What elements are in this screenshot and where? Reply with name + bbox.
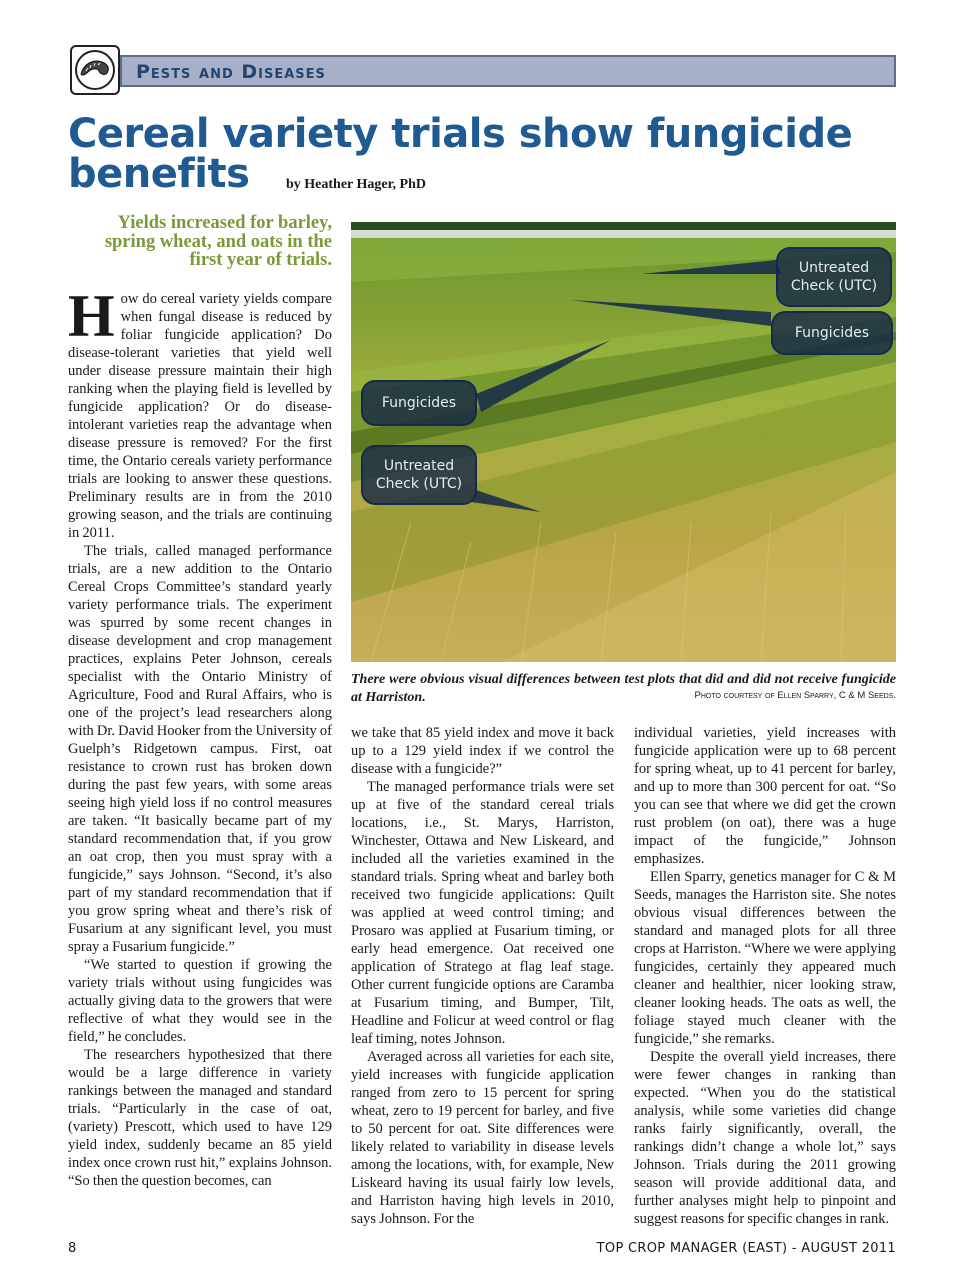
paragraph: The trials, called managed performance trials, are a new addition to the Ontario Cereal Crops Committee’s standard yearly variety performance trials. The experiment was spurred by some recent changes in disease development and crop management practices, explains Peter Johnson, cereals specialist with the Ontario Ministry of Agriculture, Food and Rural Affairs, who is one of the project’s lead researchers along with Dr. David Hooker from the University of Guelph’s Ridgetown campus. First, oat resistance to crown rust has broken down during the past few years, with some areas seeing high yield loss if no control measures are taken. “It basically became part of my standard recommendation that, if you grow an oat crop, then you must spray with a fungicide,” says Johnson. “Second, it’s also part of my standard recommendation that if you grow spring wheat and there’s risk of Fusarium at any significant level, you must spray a Fusarium fungicide.”: [68, 543, 332, 955]
paragraph: The managed performance trials were set up at five of the standard cereal trials locations, i.e., St. Marys, Harriston, Winchester, Ottawa and New Liskeard, and included all the varieties examined in the standard trials. Spring wheat and barley both received two fungicide applications: Quilt was applied at weed control timing; and Prosaro was applied at Fusarium timing, or early head emergence. Oat received one application of Stratego at flag leaf stage. Other current fungicide options are Caramba at Fusarium timing, and Bumper, Tilt, Headline and Folicur at weed control or flag leaf timing, notes Johnson.: [351, 779, 614, 1047]
body-column-1: [68, 290, 332, 1235]
paragraph: Ellen Sparry, genetics manager for C & M Seeds, manages the Harriston site. She notes obvious visual differences between the standard and managed plots for all three crops at Harriston. “Where we were applying fungicides, certainly they appeared much cleaner and healthier, nicer looking straw, cleaner looking heads. The oats as well, the foliage stayed much cleaner with the fungicide,” she remarks.: [634, 869, 896, 1047]
photo-caption: There were obvious visual differences between test plots that did and did not receive fungicide at Harriston.: [351, 672, 896, 705]
field-trial-photo: [351, 222, 896, 662]
deck-line: first year of trials.: [189, 250, 332, 270]
paragraph: The researchers hypothesized that there would be a large difference in variety rankings between the managed and standard trials. “Particularly in the case of oat, (variety) Prescott, which used to have 129 yield index, suddenly became an 85 yield index once crown rust hit,” explains Johnson. “So then the question becomes, can: [68, 1047, 332, 1189]
body-column-3: [634, 724, 896, 1234]
paragraph: we take that 85 yield index and move it back up to a 129 yield index if we control the disease with a fungicide?”: [351, 725, 614, 777]
photo-credit: Photo courtesy of Ellen Sparry, C & M Seeds.: [694, 690, 896, 701]
deck-line: spring wheat, and oats in the: [104, 231, 332, 252]
deck-line: Yields increased for barley,: [117, 213, 332, 233]
body-column-2: [351, 724, 614, 1234]
paragraph: Despite the overall yield increases, there were fewer changes in ranking than expected. “When you do the statistical analysis, while some varieties did change ranks fairly significantly, overall, the rankings didn’t change a whole lot,” says Johnson. Trials during the 2011 growing season will provide additional data, and further analyses might help to pinpoint and suggest reasons for specific changes in rank.: [634, 1049, 896, 1227]
paragraph-text: ow do cereal variety yields compare when fungal disease is reduced by foliar fungicide application? Do disease-tolerant varieties that yield well under disease pressure maintain their high ranking when the playing field is levelled by fungicide application? Or do disease-intolerant varieties reap the advantage when disease pressure is removed? For the first time, the Ontario cereals variety performance trials are looking to answer these questions. Preliminary results are in from the 2010 growing season, and the trials are continuing in 2011.: [68, 291, 332, 541]
drop-cap: H: [68, 290, 115, 349]
cutworm-icon: [72, 47, 118, 93]
article-headline-line1: Cereal variety trials show fungicide: [68, 111, 853, 157]
callout-untreated-left: Untreated Check (UTC): [361, 445, 477, 505]
paragraph: [68, 290, 332, 542]
byline: by Heather Hager, PhD: [286, 177, 426, 192]
page-number: 8: [68, 1241, 77, 1256]
paragraph: “We started to question if growing the variety trials without using fungicides was actually giving data to the growers that were reflective of what they would see in the field,” he concludes.: [68, 957, 332, 1045]
article-headline-line2: benefits: [68, 151, 250, 197]
paragraph: individual varieties, yield increases with fungicide application were up to 68 percent for spring wheat, up to 41 percent for barley, and up to more than 300 percent for oat. “So you can see that where we did get the crown rust problem (on oat), there was a huge impact of the fungicide,” Johnson emphasizes.: [634, 725, 896, 867]
callout-fungicides-right: Fungicides: [771, 311, 893, 355]
callout-fungicides-left: Fungicides: [361, 380, 477, 426]
publication-footer: TOP CROP MANAGER (EAST) - AUGUST 2011: [596, 1241, 896, 1256]
section-logo: [70, 45, 120, 95]
section-label: Pests and Diseases: [136, 61, 326, 83]
callout-untreated-right: Untreated Check (UTC): [776, 247, 892, 307]
article-deck: [68, 214, 332, 270]
section-banner: [120, 55, 896, 87]
paragraph: Averaged across all varieties for each site, yield increases with fungicide application ranged from zero to 15 percent for spring wheat, zero to 19 percent for barley, and five to 50 percent for oat. Site differences were likely related to variability in disease levels among the locations, with, for example, New Liskeard having its usual fairly low levels, and Harriston having high levels in 2010, says Johnson. For the: [351, 1049, 614, 1227]
